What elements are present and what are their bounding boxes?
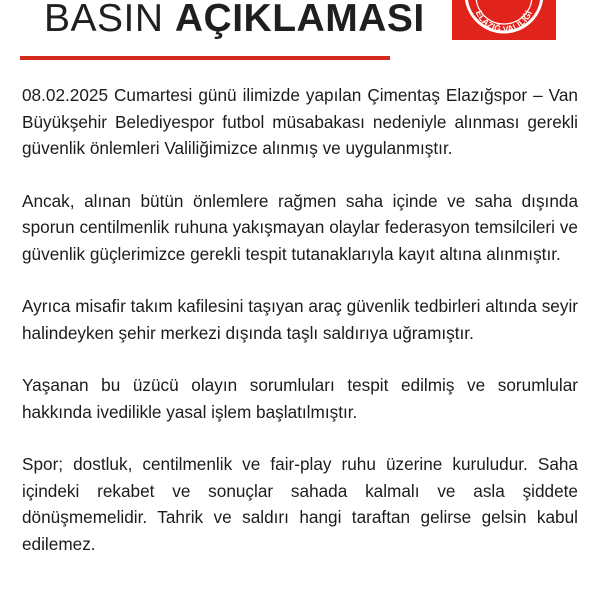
header (0, 0, 600, 62)
paragraph-1: 08.02.2025 Cumartesi günü ilimizde yapılan Çimentaş Elazığspor – Van Büyükşehir Belediyespor futbol müsabakası nedeniyle alınması gerekli güvenlik önlemleri Valiliğimizce alınmış ve uygulanmıştır. (22, 85, 578, 158)
svg-text:ELAZIĞ VALİLİĞİ (474, 9, 534, 34)
page-title-bold: AÇIKLAMASI (174, 0, 425, 40)
governorship-seal-icon (452, 0, 556, 40)
governorship-logo (452, 0, 556, 40)
page-title (44, 0, 425, 44)
page-title-light: BASIN (44, 0, 164, 40)
title-underline (20, 56, 390, 60)
paragraph-5: Spor; dostluk, centilmenlik ve fair-play ruhu üzerine kuruludur. Saha içindeki rekabet ve sonuçlar sahada kalmalı ve asla şiddete dönüşmemelidir. Tahrik ve saldırı hangi taraftan gelirse gelsin kabul edilemez. (22, 454, 578, 554)
paragraph-2: Ancak, alınan bütün önlemlere rağmen saha içinde ve saha dışında sporun centilmenlik ruhuna yakışmayan olaylar federasyon temsilcileri ve güvenlik güçlerimizce gerekli tespit tutanaklarıyla kayıt altına alınmıştır. (22, 190, 578, 264)
press-release-body (22, 82, 578, 557)
logo-text: ELAZIĞ VALİLİĞİ (473, 8, 535, 35)
paragraph-4: Yaşanan bu üzücü olayın sorumluları tespit edilmiş ve sorumlular hakkında ivedilikle yasal işlem başlatılmıştır. (22, 375, 578, 422)
paragraph-3: Ayrıca misafir takım kafilesini taşıyan araç güvenlik tedbirleri altında seyir halindeyken şehir merkezi dışında taşlı saldırıya uğramıştır. (22, 296, 578, 343)
